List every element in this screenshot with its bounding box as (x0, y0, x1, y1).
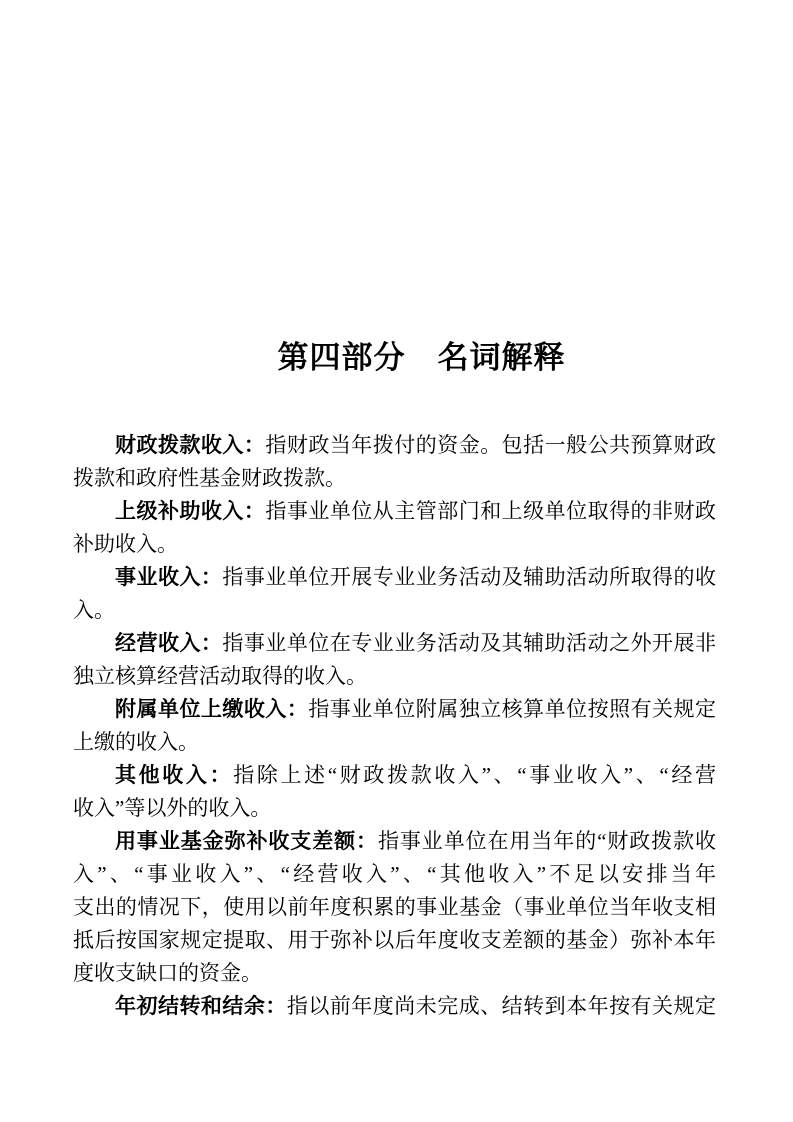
text-line: 经营收入：指事业单位在专业业务活动及其辅助活动之外开展非 (115, 631, 716, 655)
text-line: 收入”等以外的收入。 (73, 796, 272, 820)
text-line: 事业收入：指事业单位开展专业业务活动及辅助活动所取得的收 (115, 565, 716, 589)
term-label: 用事业基金弥补收支差额： (115, 829, 378, 853)
definition-paragraph (73, 495, 716, 561)
definition-paragraph (73, 825, 716, 990)
text-line: 拨款和政府性基金财政拨款。 (73, 466, 346, 490)
definition-paragraph (73, 627, 716, 693)
text-line: 其他收入：指除上述“财政拨款收入”、“事业收入”、“经营 (115, 763, 716, 787)
text-line: 用事业基金弥补收支差额：指事业单位在用当年的“财政拨款收 (115, 829, 716, 853)
term-label: 其他收入： (115, 763, 234, 787)
text-line: 补助收入。 (73, 532, 178, 556)
text-line: 年初结转和结余：指以前年度尚未完成、结转到本年按有关规定 (115, 994, 716, 1018)
definition-paragraph (73, 759, 716, 825)
text-line: 财政拨款收入：指财政当年拨付的资金。包括一般公共预算财政 (115, 433, 716, 457)
definition-paragraph (73, 429, 716, 495)
section-title: 第四部分 名词解释 (277, 340, 566, 375)
term-label: 附属单位上缴收入： (115, 697, 309, 721)
text-line: 抵后按国家规定提取、用于弥补以后年度收支差额的基金）弥补本年 (73, 928, 716, 952)
text-line: 上级补助收入：指事业单位从主管部门和上级单位取得的非财政 (115, 499, 716, 523)
definition-paragraph (73, 693, 716, 759)
term-label: 经营收入： (115, 631, 223, 655)
paragraphs-container (73, 429, 716, 1023)
term-label: 事业收入： (115, 565, 223, 589)
text-line: 支出的情况下，使用以前年度积累的事业基金（事业单位当年收支相 (73, 895, 716, 919)
text-line: 独立核算经营活动取得的收入。 (73, 664, 367, 688)
text-line: 附属单位上缴收入：指事业单位附属独立核算单位按照有关规定 (115, 697, 716, 721)
text-line: 入。 (73, 598, 115, 622)
term-label: 年初结转和结余： (115, 994, 287, 1018)
text-line: 入”、“事业收入”、“经营收入”、“其他收入”不足以安排当年 (73, 862, 716, 886)
definition-paragraph (73, 990, 716, 1023)
definition-paragraph (73, 561, 716, 627)
text-line: 度收支缺口的资金。 (73, 961, 262, 985)
term-label: 财政拨款收入： (115, 433, 266, 457)
term-label: 上级补助收入： (115, 499, 266, 523)
text-line: 上缴的收入。 (73, 730, 199, 754)
